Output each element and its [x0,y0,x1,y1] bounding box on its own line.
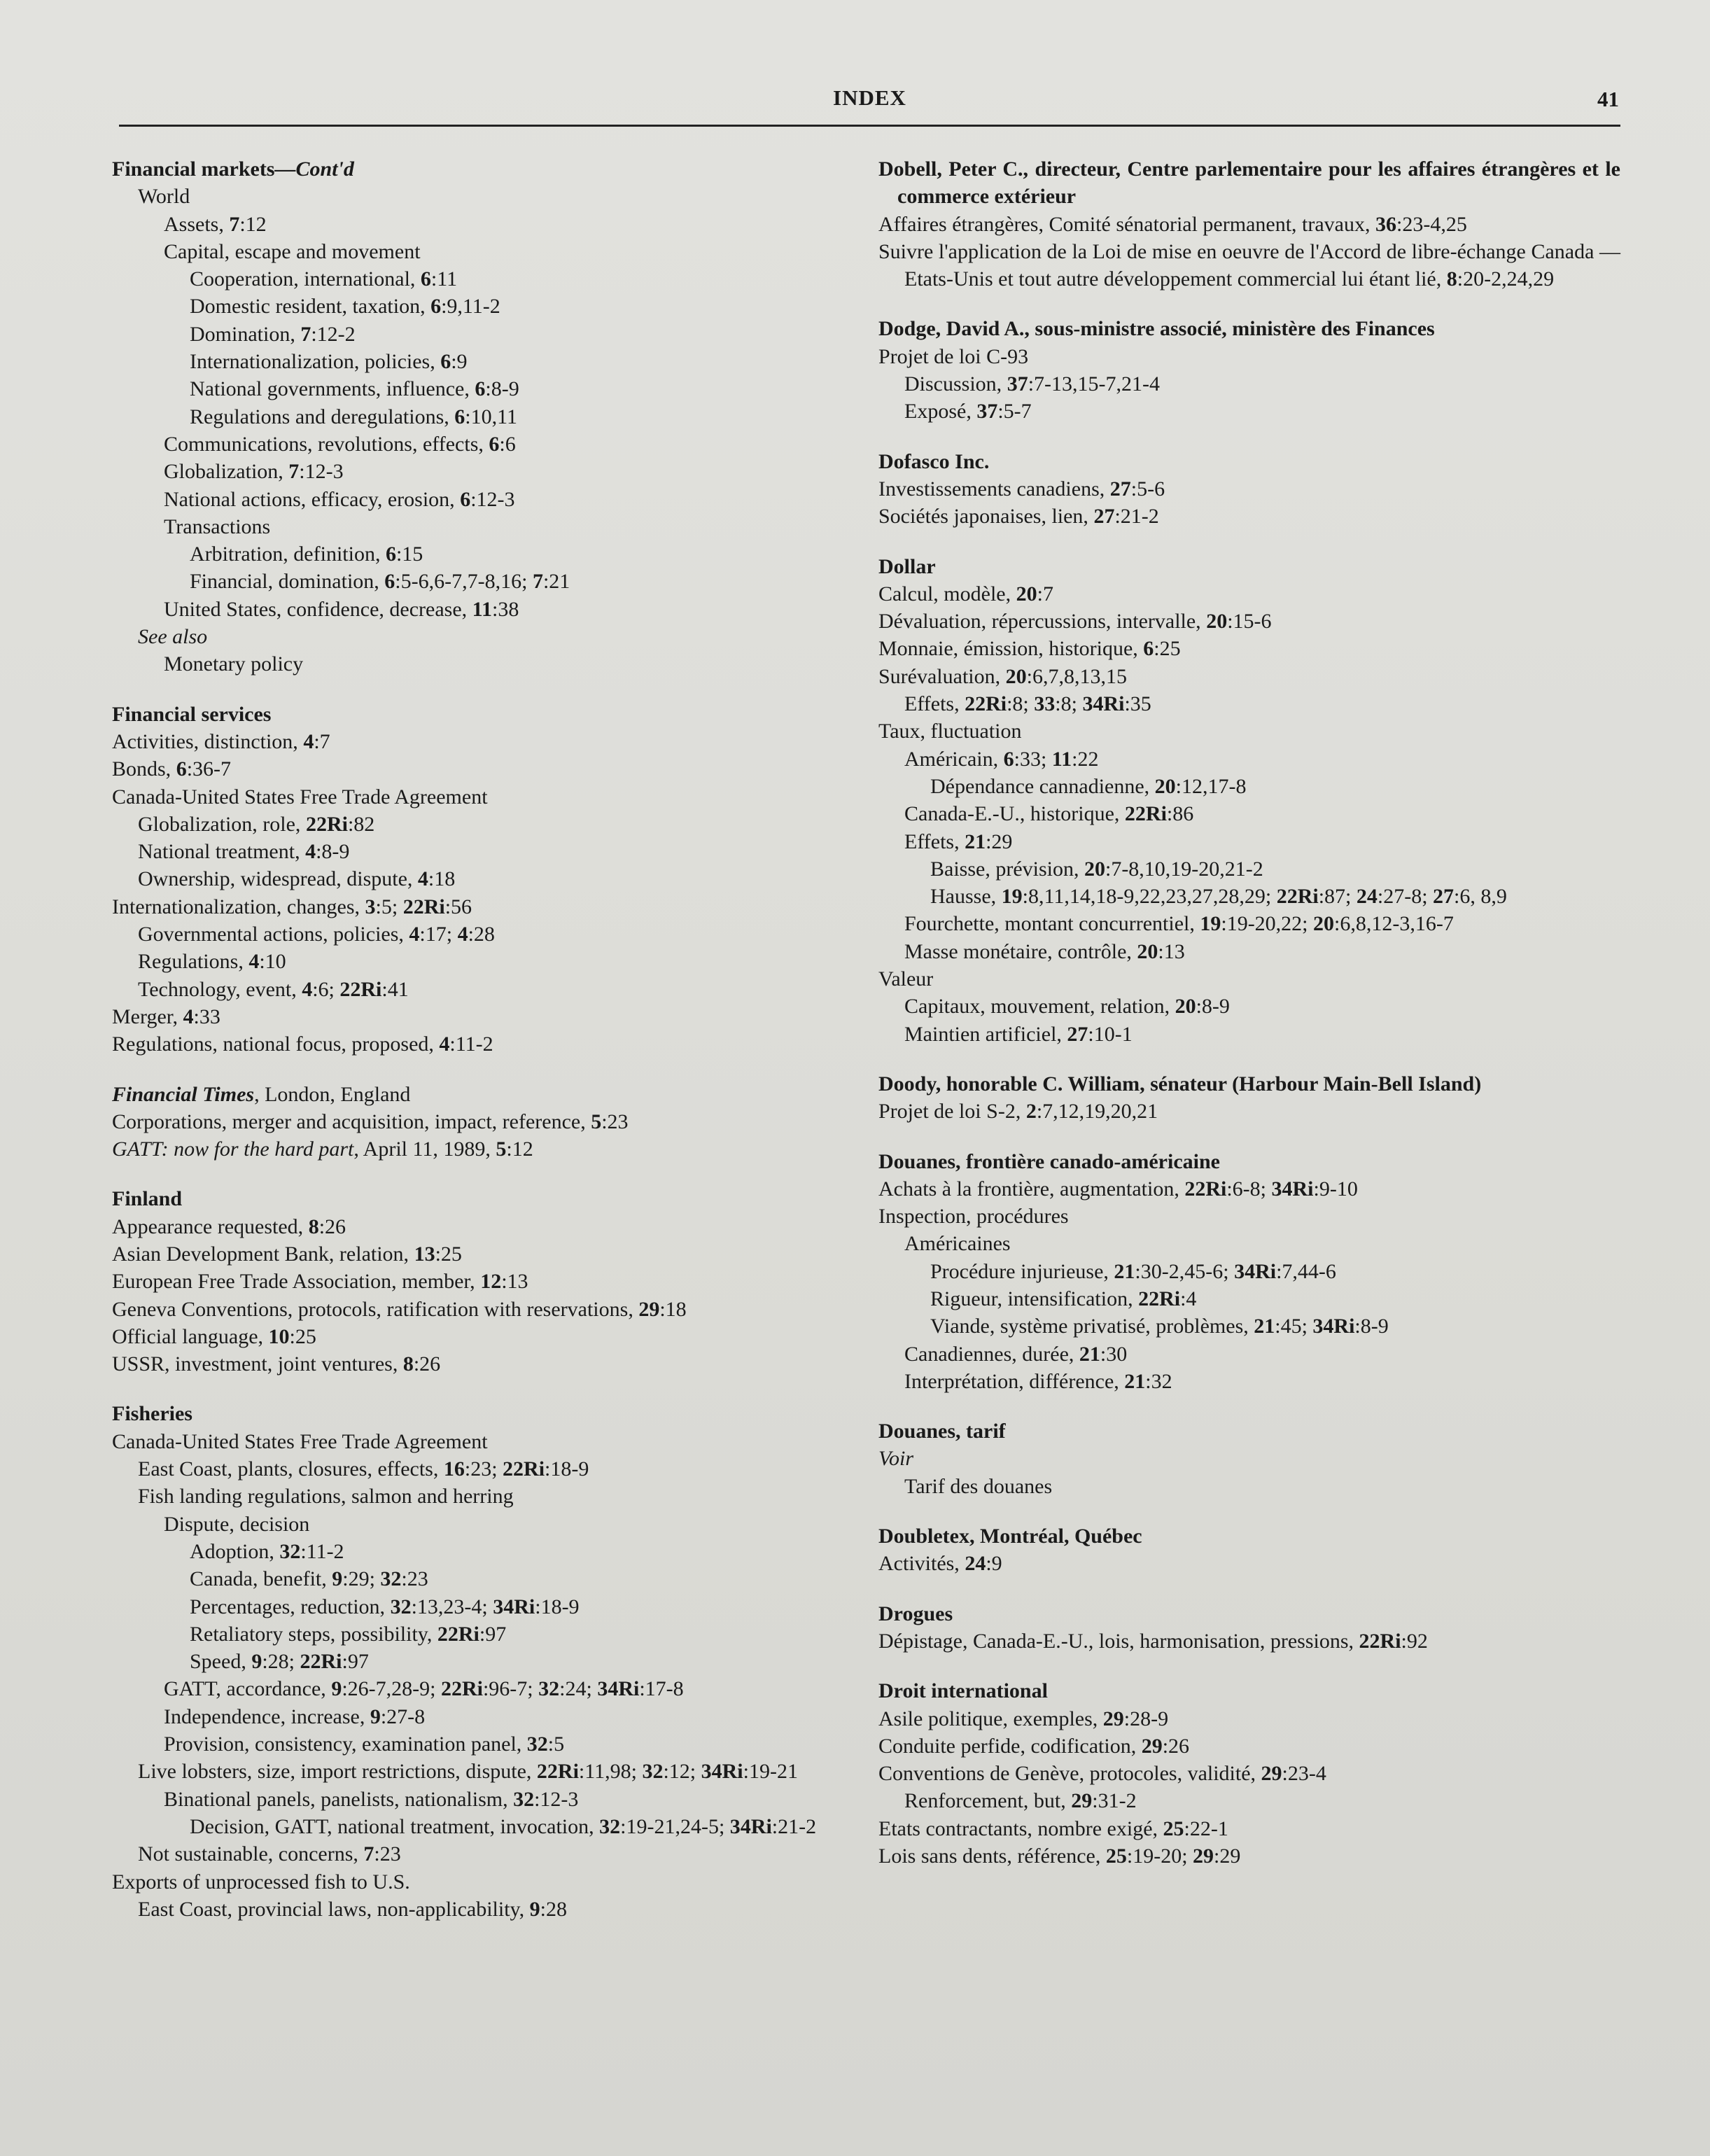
index-subentry: Calcul, modèle, 20:7 [878,582,1053,606]
index-subentry: Conventions de Genève, protocoles, validité, 29:23-4 [878,1762,1326,1786]
index-subentry: National actions, efficacy, erosion, 6:12-3 [164,487,515,511]
index-subentry: GATT: now for the hard part, April 11, 1989, 5:12 [112,1138,533,1161]
left-entry [112,1185,840,1378]
index-subentry: Exports of unprocessed fish to U.S. [112,1870,410,1893]
index-subentry: Capitaux, mouvement, relation, 20:8-9 [904,995,1230,1018]
index-subentry: Renforcement, but, 29:31-2 [904,1789,1137,1813]
index-subentry: Masse monétaire, contrôle, 20:13 [904,939,1185,963]
index-subentry: Canada-United States Free Trade Agreement [112,1429,488,1453]
index-subentry: Transactions [164,514,271,538]
entry-heading: Droit international [878,1679,1048,1703]
index-subentry: Lois sans dents, référence, 25:19-20; 29:29 [878,1844,1241,1868]
index-subentry: Sociétés japonaises, lien, 27:21-2 [878,505,1159,528]
index-subentry: Inspection, procédures [878,1205,1069,1228]
left-entry [112,1400,840,1923]
index-subentry: Arbitration, definition, 6:15 [190,542,423,566]
entry-heading: Dofasco Inc. [878,449,990,473]
index-subentry: Merger, 4:33 [112,1004,220,1028]
right-entry [878,1148,1620,1396]
entry-heading: Financial markets—Cont'd [112,158,354,181]
page-number: 41 [1597,87,1619,111]
index-column-left [112,155,840,1945]
index-subentry: Monnaie, émission, historique, 6:25 [878,637,1181,661]
right-entry [878,448,1620,531]
index-subentry: Domestic resident, taxation, 6:9,11-2 [190,295,500,318]
index-subentry: Voir [878,1447,914,1471]
index-subentry: Canadiennes, durée, 21:30 [904,1342,1128,1366]
index-subentry: USSR, investment, joint ventures, 8:26 [112,1352,441,1376]
index-subentry: Communications, revolutions, effects, 6:6 [164,432,516,456]
index-subentry: Rigueur, intensification, 22Ri:4 [930,1287,1197,1310]
index-subentry: Binational panels, panelists, nationalism, 32:12-3 [164,1787,579,1811]
index-subentry: European Free Trade Association, member, 12:13 [112,1270,528,1294]
index-subentry: Investissements canadiens, 27:5-6 [878,477,1165,500]
entry-heading: Douanes, frontière canado-américaine [878,1149,1220,1173]
index-subentry: Globalization, 7:12-3 [164,460,344,484]
index-subentry: Dispute, decision [164,1512,310,1536]
index-subentry: Domination, 7:12-2 [190,322,356,346]
index-subentry: Suivre l'application de la Loi de mise en oeuvre de l'Accord de libre-échange Canada — Etats-Unis et tout autre développement commercial lui étant lié, 8:20-2,24,29 [878,239,1620,291]
right-entry [878,1418,1620,1500]
index-subentry: East Coast, plants, closures, effects, 16:23; 22Ri:18-9 [138,1457,589,1481]
index-subentry: Effets, 21:29 [904,830,1013,853]
running-header [119,83,1620,127]
index-subentry: Independence, increase, 9:27-8 [164,1704,426,1728]
entry-heading: Doubletex, Montréal, Québec [878,1525,1142,1548]
right-entry [878,1600,1620,1656]
index-subentry: Affaires étrangères, Comité sénatorial permanent, travaux, 36:23-4,25 [878,212,1467,236]
entry-heading: Financial Times, London, England [112,1082,411,1106]
index-subentry: Financial, domination, 6:5-6,6-7,7-8,16; 7:21 [190,570,570,594]
entry-heading: Fisheries [112,1402,192,1426]
index-subentry: Projet de loi S-2, 2:7,12,19,20,21 [878,1100,1158,1124]
entry-heading: Finland [112,1187,183,1211]
left-entry [112,1081,840,1163]
left-entry [112,155,840,678]
right-entry [878,1677,1620,1870]
index-subentry: Not sustainable, concerns, 7:23 [138,1842,401,1866]
index-subentry: Assets, 7:12 [164,212,267,236]
right-entry [878,1522,1620,1578]
index-subentry: Projet de loi C-93 [878,344,1029,368]
index-subentry: Corporations, merger and acquisition, impact, reference, 5:23 [112,1110,629,1133]
index-subentry: Surévaluation, 20:6,7,8,13,15 [878,664,1127,688]
entry-heading: Dobell, Peter C., directeur, Centre parlementaire pour les affaires étrangères et le commerce extérieur [878,158,1620,209]
index-subentry: GATT, accordance, 9:26-7,28-9; 22Ri:96-7; 32:24; 34Ri:17-8 [164,1677,684,1701]
entry-heading: Drogues [878,1602,953,1625]
index-subentry: Provision, consistency, examination panel, 32:5 [164,1732,565,1756]
index-subentry: Etats contractants, nombre exigé, 25:22-1 [878,1816,1228,1840]
index-subentry: Cooperation, international, 6:11 [190,267,458,291]
right-entry [878,155,1620,293]
index-subentry: Hausse, 19:8,11,14,18-9,22,23,27,28,29; 22Ri:87; 24:27-8; 27:6, 8,9 [930,885,1507,909]
index-column-right [878,155,1620,1892]
index-subentry: National governments, influence, 6:8-9 [190,377,519,401]
right-entry [878,315,1620,425]
index-subentry: Américaines [904,1232,1011,1256]
index-subentry: Internationalization, policies, 6:9 [190,350,468,374]
index-subentry: Valeur [878,967,934,991]
index-subentry: Monetary policy [164,652,304,676]
index-subentry: Ownership, widespread, dispute, 4:18 [138,867,456,891]
index-subentry: National treatment, 4:8-9 [138,840,350,864]
index-subentry: Américain, 6:33; 11:22 [904,747,1099,771]
index-subentry: Maintien artificiel, 27:10-1 [904,1022,1133,1046]
index-subentry: Interprétation, différence, 21:32 [904,1369,1172,1393]
index-subentry: Asian Development Bank, relation, 13:25 [112,1242,462,1266]
index-subentry: Official language, 10:25 [112,1324,316,1348]
index-subentry: Geneva Conventions, protocols, ratification with reservations, 29:18 [112,1297,687,1321]
index-subentry: Appearance requested, 8:26 [112,1214,346,1238]
index-subentry: Regulations, national focus, proposed, 4:11-2 [112,1032,493,1056]
entry-heading: Dollar [878,554,936,578]
index-subentry: Procédure injurieuse, 21:30-2,45-6; 34Ri:7,44-6 [930,1259,1336,1283]
index-subentry: Governmental actions, policies, 4:17; 4:28 [138,923,495,946]
index-subentry: Speed, 9:28; 22Ri:97 [190,1650,369,1674]
index-subentry: Dépendance cannadienne, 20:12,17-8 [930,774,1247,798]
index-subentry: Viande, système privatisé, problèmes, 21:45; 34Ri:8-9 [930,1315,1389,1338]
index-subentry: United States, confidence, decrease, 11:38 [164,597,519,621]
index-subentry: Capital, escape and movement [164,239,421,263]
index-subentry: Regulations and deregulations, 6:10,11 [190,405,517,428]
index-subentry: Tarif des douanes [904,1474,1053,1498]
page-title: INDEX [833,85,906,110]
index-subentry: See also [138,625,208,649]
right-entry [878,553,1620,1048]
index-subentry: Conduite perfide, codification, 29:26 [878,1734,1190,1758]
right-entry [878,1070,1620,1126]
index-subentry: Globalization, role, 22Ri:82 [138,812,375,836]
index-subentry: Internationalization, changes, 3:5; 22Ri:56 [112,895,472,918]
entry-heading: Douanes, tarif [878,1420,1006,1443]
index-subentry: Dépistage, Canada-E.-U., lois, harmonisation, pressions, 22Ri:92 [878,1629,1428,1653]
index-subentry: Canada, benefit, 9:29; 32:23 [190,1567,428,1591]
index-subentry: Live lobsters, size, import restrictions, dispute, 22Ri:11,98; 32:12; 34Ri:19-21 [138,1760,798,1784]
index-subentry: Discussion, 37:7-13,15-7,21-4 [904,372,1160,396]
left-entry [112,701,840,1058]
index-subentry: Adoption, 32:11-2 [190,1539,344,1563]
index-subentry: Baisse, prévision, 20:7-8,10,19-20,21-2 [930,857,1263,881]
index-subentry: Bonds, 6:36-7 [112,757,232,781]
index-subentry: Taux, fluctuation [878,720,1022,743]
index-subentry: World [138,185,190,209]
index-subentry: Activités, 24:9 [878,1552,1002,1576]
index-subentry: Percentages, reduction, 32:13,23-4; 34Ri:18-9 [190,1595,580,1618]
index-subentry: Canada-United States Free Trade Agreement [112,785,488,808]
index-subentry: Canada-E.-U., historique, 22Ri:86 [904,802,1194,826]
entry-heading: Financial services [112,702,272,726]
index-subentry: East Coast, provincial laws, non-applicability, 9:28 [138,1897,567,1921]
entry-heading: Doody, honorable C. William, sénateur (Harbour Main-Bell Island) [878,1072,1482,1096]
index-subentry: Fourchette, montant concurrentiel, 19:19-20,22; 20:6,8,12-3,16-7 [904,912,1454,936]
entry-heading: Dodge, David A., sous-ministre associé, ministère des Finances [878,317,1435,341]
index-subentry: Effets, 22Ri:8; 33:8; 34Ri:35 [904,692,1151,716]
index-subentry: Technology, event, 4:6; 22Ri:41 [138,977,409,1001]
index-subentry: Regulations, 4:10 [138,950,286,974]
index-subentry: Activities, distinction, 4:7 [112,729,330,753]
index-subentry: Achats à la frontière, augmentation, 22Ri:6-8; 34Ri:9-10 [878,1177,1358,1200]
index-subentry: Decision, GATT, national treatment, invocation, 32:19-21,24-5; 34Ri:21-2 [190,1814,817,1838]
index-subentry: Asile politique, exemples, 29:28-9 [878,1707,1169,1730]
index-subentry: Retaliatory steps, possibility, 22Ri:97 [190,1622,507,1646]
index-subentry: Exposé, 37:5-7 [904,400,1032,424]
index-subentry: Fish landing regulations, salmon and herring [138,1485,514,1508]
index-subentry: Dévaluation, répercussions, intervalle, 20:15-6 [878,610,1272,634]
